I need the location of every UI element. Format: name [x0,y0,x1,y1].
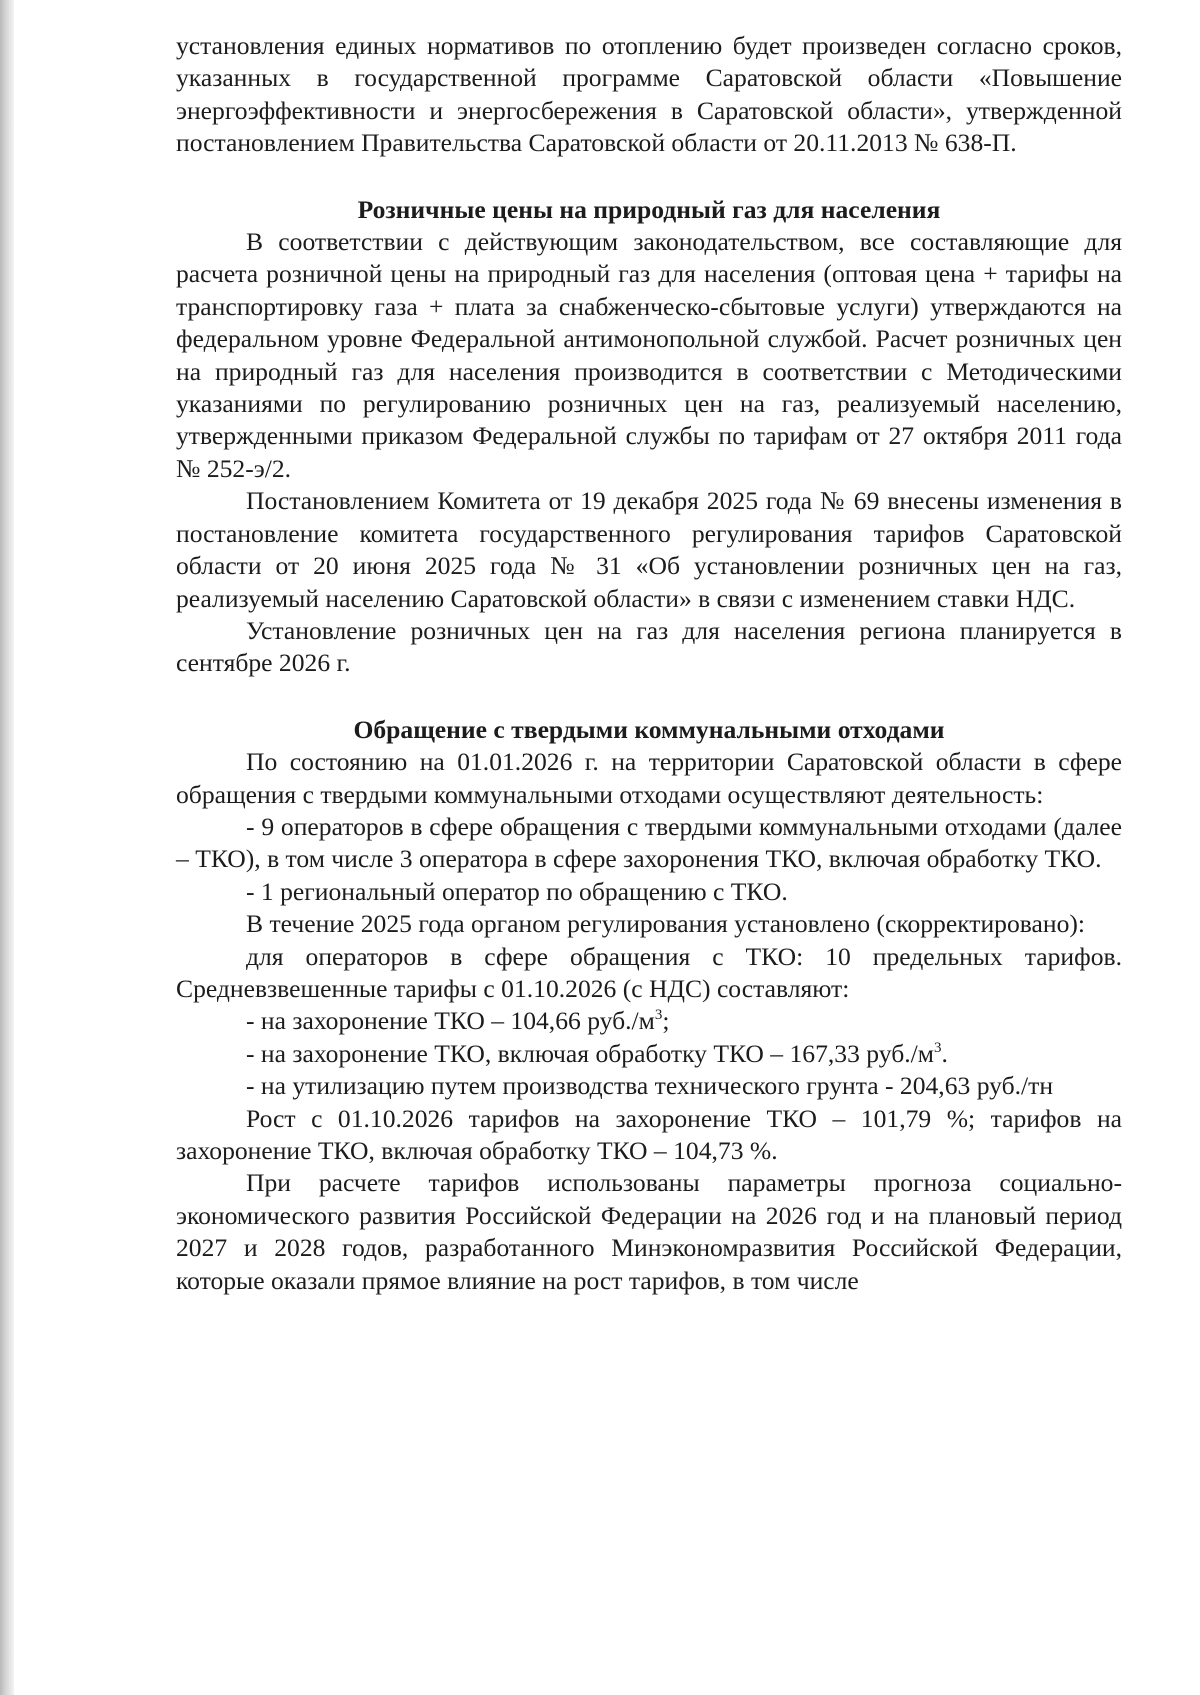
gas-prices-heading: Розничные цены на природный газ для населения [357,194,941,224]
document-page [176,30,1122,1297]
waste-paragraph-established: В течение 2025 года органом регулирования установлено (скорректировано): [246,909,1086,939]
section-spacer [176,160,1122,194]
waste-forecast-paragraph: При расчете тарифов использованы параметры прогноза социально-экономического развития Российской Федерации на 2026 год и на плановый период 2027 и 2028 годов, разработанного Минэкономразвития Российской Федерации, которые оказали прямое влияние на рост тарифов, в том числе [176,1168,1122,1295]
waste-operators-item: - 9 операторов в сфере обращения с твердыми коммунальными отходами (далее – ТКО), в том числе 3 оператора в сфере захоронения ТКО, включая обработку ТКО. [176,811,1122,874]
waste-regional-operator-item: - 1 региональный оператор по обращению с ТКО. [246,876,788,906]
tariff-burial-end: ; [662,1006,670,1036]
tariff-burial-item [176,1005,1122,1037]
tariff-burial-text: - на захоронение ТКО – 104,66 руб./м [246,1006,655,1036]
scan-edge-shadow [0,0,14,1695]
gas-paragraph-2: Постановлением Комитета от 19 декабря 2025 года № 69 внесены изменения в постановление комитета государственного регулирования тарифов Саратовской области от 20 июня 2025 года № 31 «Об установлении розничных цен на газ, реализуемый населению Саратовской области» в связи с изменением ставки НДС. [176,486,1122,613]
cubic-superscript: 3 [933,1039,942,1056]
gas-paragraph-3: Установление розничных цен на газ для населения региона планируется в сентябре 2026 г. [176,615,1122,678]
gas-paragraph-1: В соответствии с действующим законодательством, все составляющие для расчета розничной цены на природный газ для населения (оптовая цена + тарифы на транспортировку газа + плата за снабженческо-сбытовые услуги) утверждаются на федеральном уровне Федеральной антимонопольной службой. Расчет розничных цен на природный газ для населения производится в соответствии с Методическими указаниями по регулированию розничных цен на газ, реализуемый населению, утвержденными приказом Федеральной службы по тарифам от 27 октября 2011 года № 252-э/2. [176,227,1122,483]
waste-growth-paragraph: Рост с 01.10.2026 тарифов на захоронение ТКО – 101,79 %; тарифов на захоронение ТКО, включая обработку ТКО – 104,73 %. [176,1103,1122,1165]
waste-heading: Обращение с твердыми коммунальными отходами [353,714,945,744]
waste-paragraph-1: По состоянию на 01.01.2026 г. на территории Саратовской области в сфере обращения с твердыми коммунальными отходами осуществляют деятельность: [176,747,1122,809]
tariff-soil-item: - на утилизацию путем производства технического грунта - 204,63 руб./тн [246,1071,1054,1101]
waste-paragraph-tariffs: для операторов в сфере обращения с ТКО: 10 предельных тарифов. Средневзвешенные тарифы с 01.10.2026 (с НДС) составляют: [176,941,1122,1003]
section-spacer [176,680,1122,714]
cubic-superscript: 3 [654,1007,663,1024]
intro-paragraph: установления единых нормативов по отоплению будет произведен согласно сроков, указанных в государственной программе Саратовской области «Повышение энергоэффективности и энергосбережения в Саратовской области», утвержденной постановлением Правительства Саратовской области от 20.11.2013 № 638-П. [176,31,1122,158]
tariff-burial-processing-item [176,1038,1122,1070]
tariff-burial-processing-end: . [941,1038,948,1068]
tariff-burial-processing-text: - на захоронение ТКО, включая обработку ТКО – 167,33 руб./м [246,1038,934,1068]
